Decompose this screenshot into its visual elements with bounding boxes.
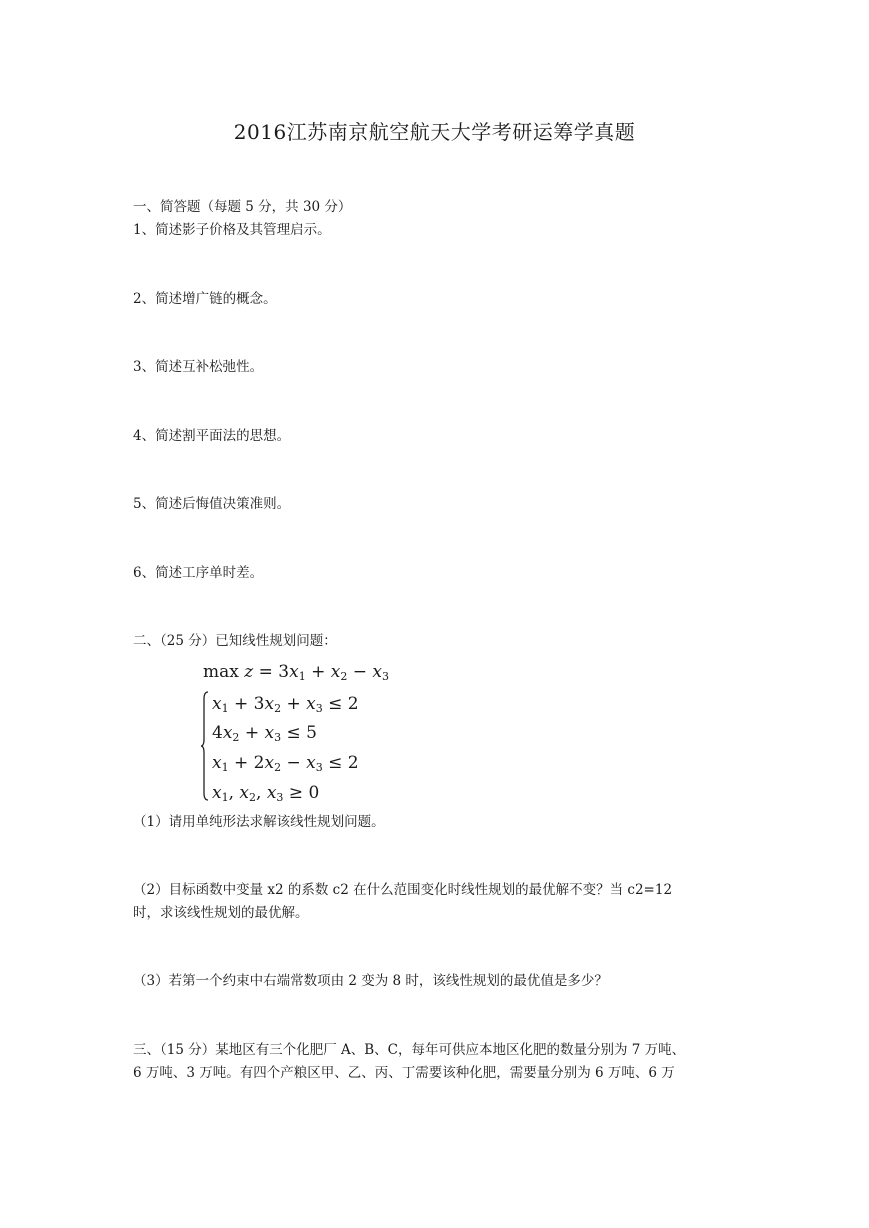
constraint-2: $4x_2 + x_3 \le 5$ <box>212 723 317 744</box>
section2-part-3: （3）若第一个约束中右端常数项由 2 变为 8 时，该线性规划的最优值是多少？ <box>133 973 608 989</box>
section2-heading: 二、（25 分）已知线性规划问题： <box>133 633 337 649</box>
section2-part-2-line-2: 时，求该线性规划的最优解。 <box>133 905 309 921</box>
question-5: 5、简述后悔值决策准则。 <box>133 496 291 512</box>
question-2: 2、简述增广链的概念。 <box>133 291 277 307</box>
question-3: 3、简述互补松弛性。 <box>133 359 264 375</box>
question-6: 6、简述工序单时差。 <box>133 565 264 581</box>
constraint-brace <box>201 691 209 801</box>
constraint-3: $x_1 + 2x_2 - x_3 \le 2$ <box>212 753 359 774</box>
lp-formula-image <box>200 660 400 806</box>
question-1: 1、简述影子价格及其管理启示。 <box>133 222 331 238</box>
constraint-nonneg: $x_1$, $x_2$, $x_3 \ge 0$ <box>212 783 320 804</box>
question-4: 4、简述割平面法的思想。 <box>133 428 291 444</box>
section3-line-2: 6 万吨、3 万吨。有四个产粮区甲、乙、丙、丁需要该种化肥，需要量分别为 6 万吨、6 万 <box>133 1065 675 1081</box>
section1-heading: 一、简答题（每题 5 分，共 30 分） <box>133 199 352 215</box>
page-title: 2016江苏南京航空航天大学考研运筹学真题 <box>233 120 636 144</box>
constraint-1: $x_1 + 3x_2 + x_3 \le 2$ <box>212 694 359 715</box>
objective-function: $\max z = 3x_1 + x_2 - x_3$ <box>203 662 389 683</box>
section2-part-1: （1）请用单纯形法求解该线性规划问题。 <box>133 814 385 830</box>
section2-part-2-line-1: （2）目标函数中变量 x2 的系数 c2 在什么范围变化时线性规划的最优解不变？当 c2=12 <box>133 882 673 898</box>
section3-line-1: 三、（15 分）某地区有三个化肥厂 A、B、C，每年可供应本地区化肥的数量分别为 7 万吨、 <box>133 1042 686 1058</box>
